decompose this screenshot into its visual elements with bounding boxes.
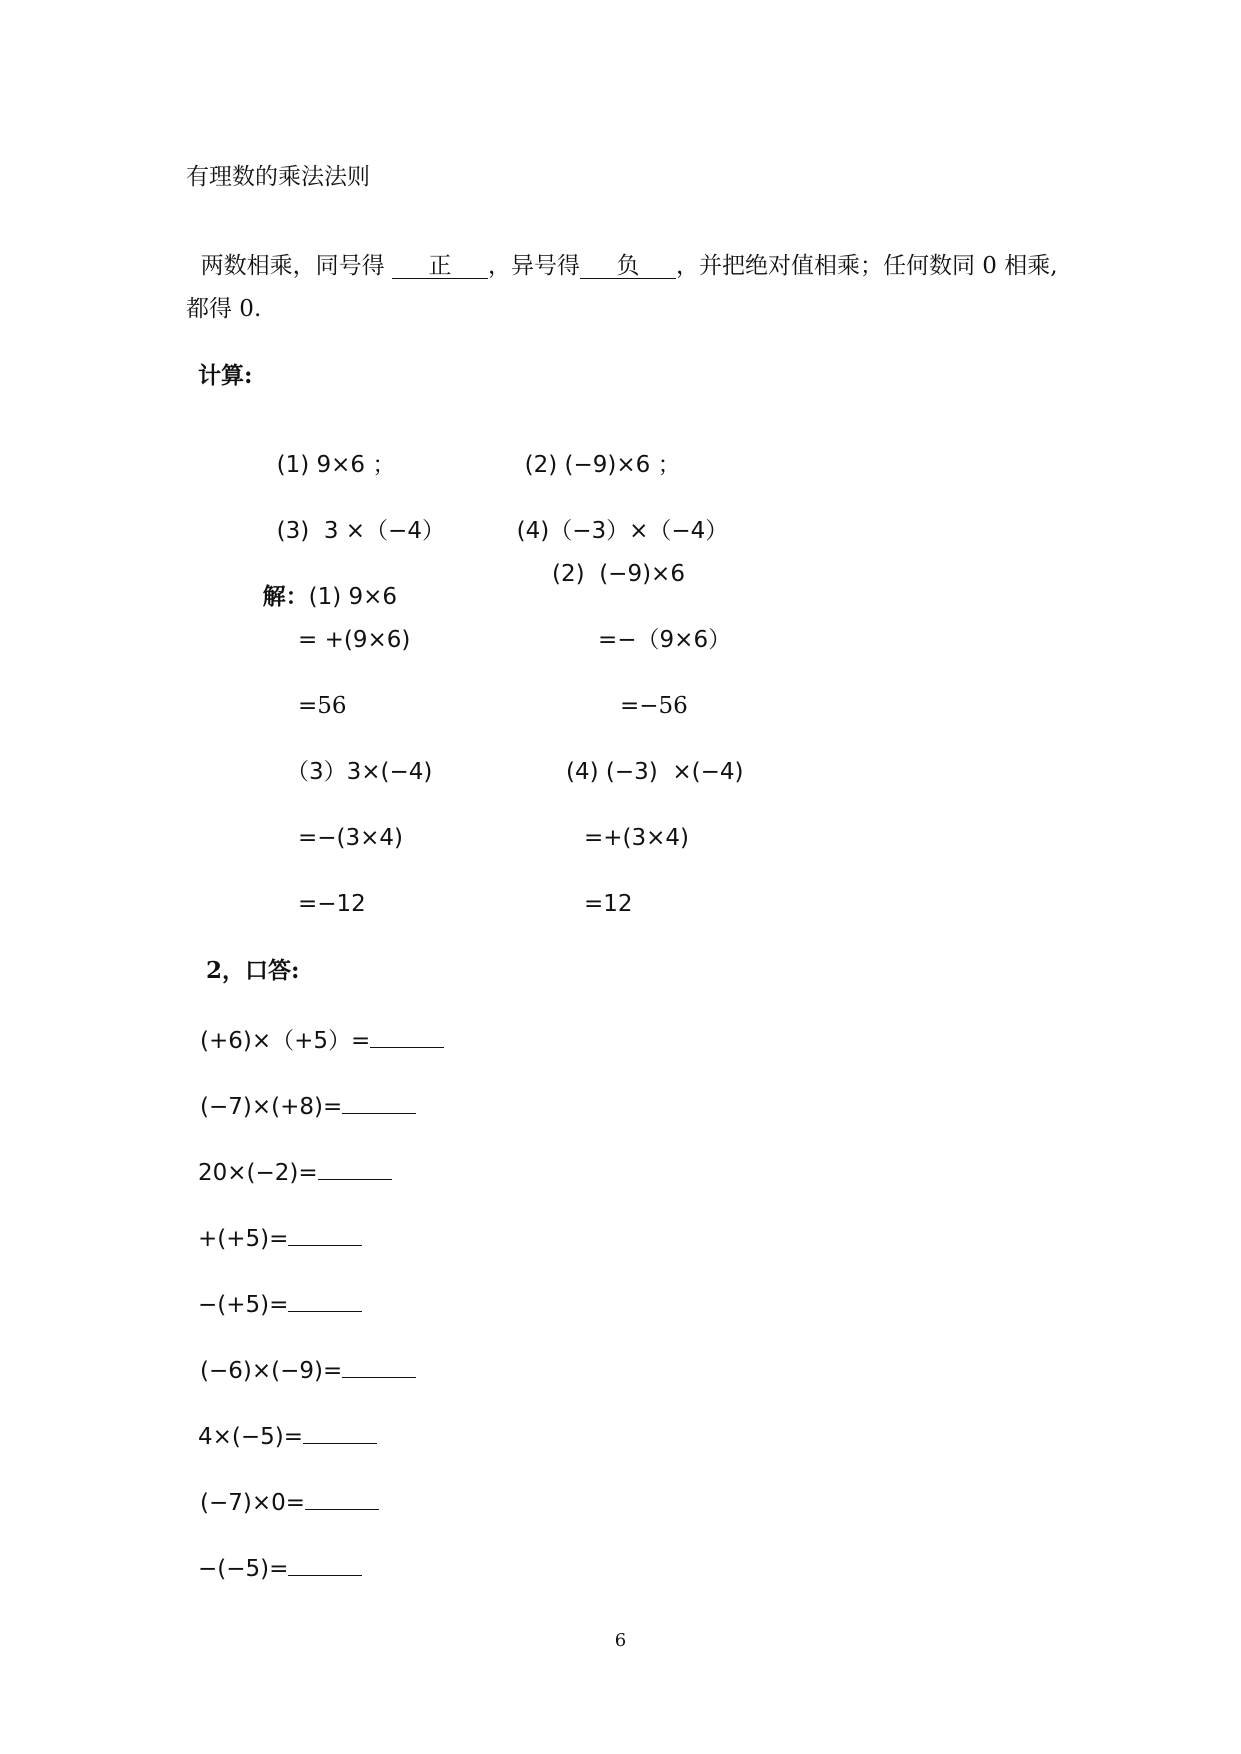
rule-line-1-part-c: ，并把绝对值相乘；任何数同 0 相乘, (675, 253, 1058, 279)
oral-item-1 (200, 1025, 444, 1053)
solution-1-line-2: = +(9×6) (298, 627, 411, 653)
rule-line-2: 都得 0. (186, 296, 262, 322)
problem-3 (262, 497, 445, 543)
oral-item-9-blank[interactable] (288, 1553, 362, 1576)
answer-blank-different-sign: 负 (580, 255, 676, 279)
oral-item-8-blank[interactable] (305, 1487, 379, 1510)
problem-1-label: (1) (276, 452, 310, 478)
oral-item-2 (200, 1091, 416, 1119)
answer-blank-same-sign: 正 (392, 255, 488, 279)
page-number: 6 (614, 1630, 627, 1651)
oral-item-2-expr: (−7)×(+8)= (200, 1094, 343, 1120)
oral-item-2-blank[interactable] (342, 1091, 416, 1114)
solution-3-line-2: =−(3×4) (298, 825, 404, 851)
oral-item-4 (198, 1223, 362, 1251)
solution-4-line-1: (4) (−3) ×(−4) (566, 759, 744, 785)
oral-item-6-expr: (−6)×(−9)= (200, 1358, 343, 1384)
oral-item-3-blank[interactable] (318, 1157, 392, 1180)
problem-4-label: (4) (516, 518, 550, 544)
oral-item-3 (198, 1157, 392, 1185)
oral-item-8 (200, 1487, 379, 1515)
solution-prefix: 解： (262, 584, 309, 610)
oral-item-6 (200, 1355, 416, 1383)
solution-3-line-3: =−12 (298, 891, 366, 917)
solution-1-line-3: =56 (298, 693, 347, 719)
problem-3-label: (3) (276, 518, 310, 544)
oral-item-5-blank[interactable] (288, 1289, 362, 1312)
problem-3-expr: 3 ×（−4） (316, 518, 445, 544)
oral-item-5 (198, 1289, 362, 1317)
oral-item-7 (198, 1421, 377, 1449)
oral-item-3-expr: 20×(−2)= (198, 1160, 318, 1186)
oral-item-6-blank[interactable] (342, 1355, 416, 1378)
solution-2-line-3: =−56 (620, 693, 688, 719)
solution-1-expr: (1) 9×6 (308, 584, 398, 610)
oral-item-7-blank[interactable] (303, 1421, 377, 1444)
oral-item-4-blank[interactable] (288, 1223, 362, 1246)
oral-item-9-expr: −(−5)= (198, 1556, 289, 1582)
problem-2 (510, 431, 681, 477)
oral-item-8-expr: (−7)×0= (200, 1490, 306, 1516)
problem-4-expr: （−3）×（−4） (549, 518, 729, 544)
solution-4-line-2: =+(3×4) (584, 825, 690, 851)
oral-item-1-expr: (+6)×（+5）= (200, 1028, 371, 1054)
problem-4 (502, 497, 728, 543)
problem-1-expr: 9×6 ； (316, 452, 396, 478)
oral-item-4-expr: +(+5)= (198, 1226, 289, 1252)
oral-item-5-expr: −(+5)= (198, 1292, 289, 1318)
oral-item-1-blank[interactable] (370, 1025, 444, 1048)
oral-item-7-expr: 4×(−5)= (198, 1424, 304, 1450)
rule-line-1 (186, 232, 1058, 279)
problem-2-label: (2) (524, 452, 558, 478)
solution-2-line-2: =−（9×6） (598, 627, 732, 653)
solution-2-line-1: (2) (−9)×6 (552, 561, 685, 587)
rule-title: 有理数的乘法法则 (186, 164, 370, 190)
oral-item-9 (198, 1553, 362, 1581)
solution-3-line-1: （3）3×(−4) (286, 759, 433, 785)
rule-line-1-part-a: 两数相乘，同号得 (200, 253, 392, 279)
problem-2-expr: (−9)×6 ； (564, 452, 681, 478)
oral-heading: 2，口答: (198, 957, 300, 984)
solution-4-line-3: =12 (584, 891, 633, 917)
calc-heading: 计算: (198, 362, 253, 389)
solution-1-line-1 (248, 563, 397, 609)
rule-line-1-part-b: ，异号得 (487, 253, 580, 279)
problem-1 (262, 431, 395, 477)
